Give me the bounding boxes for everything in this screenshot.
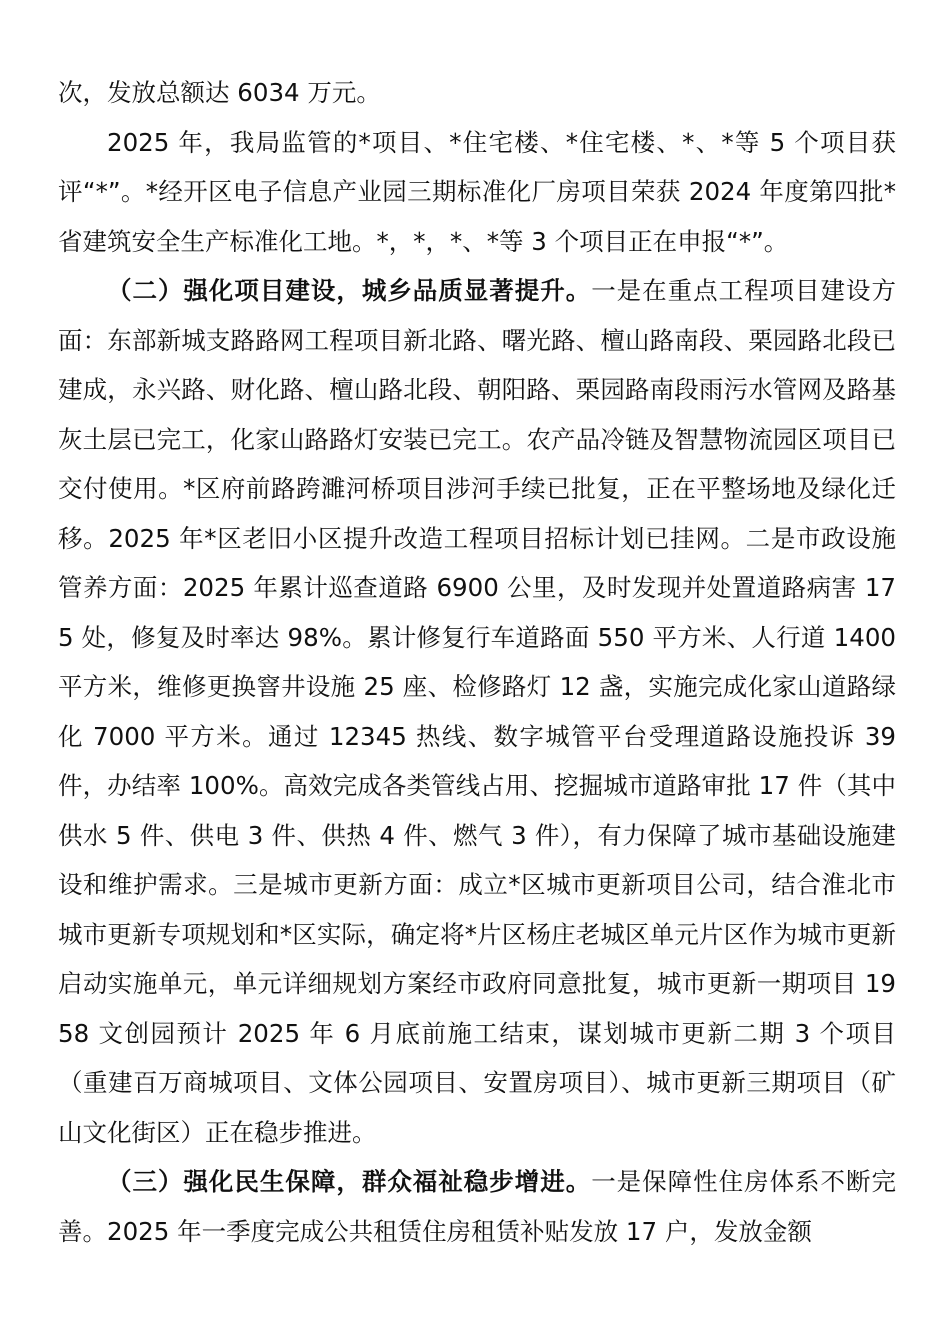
paragraph-text: 一是在重点工程项目建设方面：东部新城支路路网工程项目新北路、曙光路、檀山路南段、栗园路北段已建成，永兴路、财化路、檀山路北段、朝阳路、栗园路南段雨污水管网及路基灰土层已完工，化家山路路灯安装已完工。农产品冷链及智慧物流园区项目已交付使用。*区府前路跨濉河桥项目涉河手续已批复，正在平整场地及绿化迁移。2025 年*区老旧小区提升改造工程项目招标计划已挂网。二是市政设施管养方面：2025 年累计巡查道路 6900 公里，及时发现并处置道路病害 175 处，修复及时率达 98%。累计修复行车道路面 550 平方米、人行道 1400 平方米，维修更换窨井设施 25 座、检修路灯 12 盏，实施完成化家山道路绿化 7000 平方米。通过 12345 热线、数字城管平台受理道路设施投诉 39 件，办结率 100%。高效完成各类管线占用、挖掘城市道路审批 17 件（其中供水 5 件、供电 3 件、供热 4 件、燃气 3 件），有力保障了城市基础设施建设和维护需求。三是城市更新方面：成立*区城市更新项目公司，结合淮北市城市更新专项规划和*区实际，确定将*片区杨庄老城区单元片区作为城市更新启动实施单元，单元详细规划方案经市政府同意批复，城市更新一期项目 1958 文创园预计 2025 年 6 月底前施工结束，谋划城市更新二期 3 个项目（重建百万商城项目、文体公园项目、安置房项目）、城市更新三期项目（矿山文化街区）正在稳步推进。 [58,276,897,1147]
section-heading: （三）强化民生保障，群众福祉稳步增进。 [107,1167,592,1196]
paragraph-text: 次，发放总额达 6034 万元。 [58,78,381,107]
document-body [58,68,896,1256]
paragraph-text: 2025 年，我局监管的*项目、*住宅楼、*住宅楼、*、*等 5 个项目获评“*”。*经开区电子信息产业园三期标准化厂房项目荣获 2024 年度第四批*省建筑安全生产标准化工地。*，*，*、*等 3 个项目正在申报“*”。 [58,127,896,256]
paragraph-livelihood [58,1157,896,1256]
paragraph-project-awards [58,118,896,267]
section-heading: （二）强化项目建设，城乡品质显著提升。 [107,276,592,305]
paragraph-project-construction [58,266,896,1157]
paragraph-text: 一是保障性住房体系不断完善。2025 年一季度完成公共租赁住房租赁补贴发放 17 户，发放金额 [58,1167,897,1246]
paragraph-continuation [58,68,896,118]
